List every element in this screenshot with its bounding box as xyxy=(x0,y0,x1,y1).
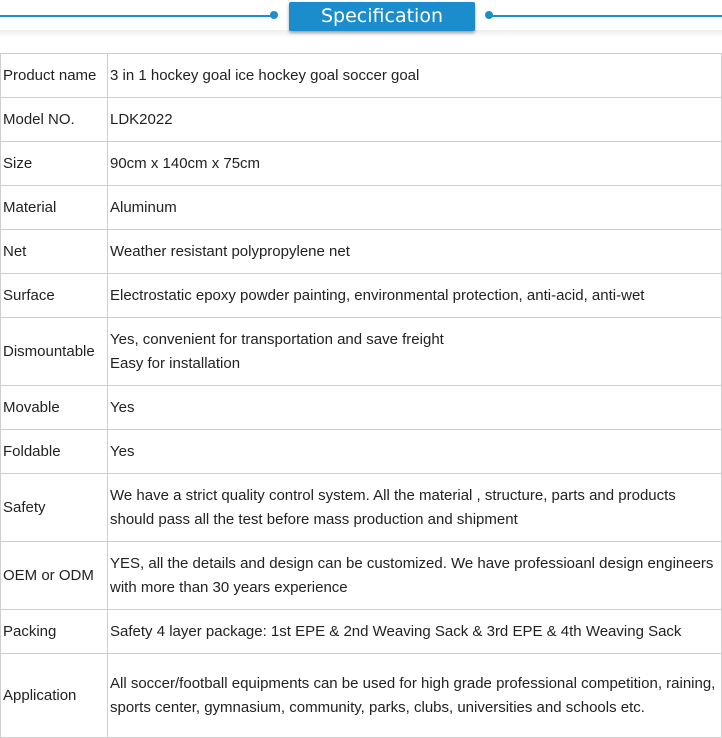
table-row xyxy=(1,98,722,142)
spec-label: Application xyxy=(1,654,108,738)
spec-value xyxy=(108,230,722,274)
header-shadow xyxy=(0,30,722,38)
spec-value xyxy=(108,654,722,738)
spec-value-line: 90cm x 140cm x 75cm xyxy=(110,154,261,172)
spec-label: Movable xyxy=(1,386,108,430)
table-row xyxy=(1,542,722,610)
specification-header xyxy=(0,0,722,34)
spec-value-line: Safety 4 layer package: 1st EPE & 2nd Weaving Sack & 3rd EPE & 4th Weaving Sack xyxy=(110,622,682,640)
spec-value-line: Yes xyxy=(110,442,135,460)
spec-label: Packing xyxy=(1,610,108,654)
table-row xyxy=(1,230,722,274)
spec-value-line: Weather resistant polypropylene net xyxy=(110,242,350,260)
spec-label: Foldable xyxy=(1,430,108,474)
spec-value-line: Yes xyxy=(110,398,135,416)
spec-value xyxy=(108,142,722,186)
spec-label: OEM or ODM xyxy=(1,542,108,610)
table-row xyxy=(1,274,722,318)
header-divider-right xyxy=(488,15,722,17)
header-dot-left xyxy=(270,11,278,19)
spec-label: Product name xyxy=(1,54,108,98)
spec-value-line: Electrostatic epoxy powder painting, environmental protection, anti-acid, anti-wet xyxy=(110,286,645,304)
spec-label: Dismountable xyxy=(1,318,108,386)
table-row xyxy=(1,186,722,230)
spec-value-line: All soccer/football equipments can be used for high grade professional competition, raining, sports center, gymnasium, community, parks, clubs, universities and schools etc. xyxy=(110,674,716,716)
table-row xyxy=(1,54,722,98)
table-row xyxy=(1,610,722,654)
spec-value xyxy=(108,542,722,610)
specification-table xyxy=(0,53,722,738)
spec-value xyxy=(108,610,722,654)
spec-value-line: LDK2022 xyxy=(110,110,173,128)
spec-value xyxy=(108,98,722,142)
table-row xyxy=(1,386,722,430)
spec-value xyxy=(108,386,722,430)
spec-value xyxy=(108,474,722,542)
spec-value-line: YES, all the details and design can be customized. We have professioanl design engineers with more than 30 years experience xyxy=(110,554,714,596)
table-row xyxy=(1,430,722,474)
spec-value-line: We have a strict quality control system. All the material , structure, parts and products should pass all the test before mass production and shipment xyxy=(110,486,676,528)
spec-value xyxy=(108,274,722,318)
section-title: Specification xyxy=(289,2,475,31)
spec-label: Net xyxy=(1,230,108,274)
spec-label: Material xyxy=(1,186,108,230)
spec-value-line: Easy for installation xyxy=(110,354,241,372)
table-row xyxy=(1,654,722,738)
table-row xyxy=(1,142,722,186)
spec-value xyxy=(108,430,722,474)
spec-value xyxy=(108,186,722,230)
spec-value xyxy=(108,54,722,98)
spec-value-line: Yes, convenient for transportation and save freight xyxy=(110,330,444,348)
table-row xyxy=(1,474,722,542)
header-divider-left xyxy=(0,15,274,17)
spec-value-line: Aluminum xyxy=(110,198,177,216)
spec-label: Size xyxy=(1,142,108,186)
spec-label: Model NO. xyxy=(1,98,108,142)
spec-label: Surface xyxy=(1,274,108,318)
spec-value-line: 3 in 1 hockey goal ice hockey goal soccer goal xyxy=(110,66,420,84)
spec-value xyxy=(108,318,722,386)
table-row xyxy=(1,318,722,386)
spec-label: Safety xyxy=(1,474,108,542)
